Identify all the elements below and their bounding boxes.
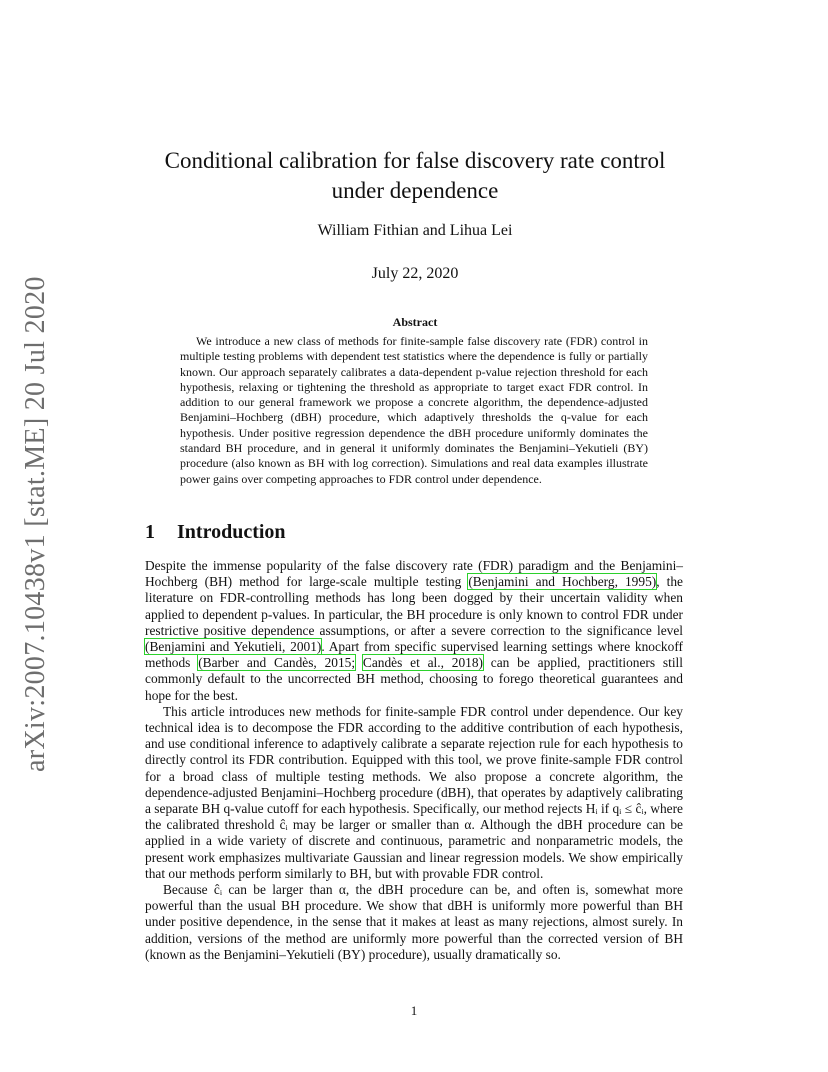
paper-title: [145, 146, 685, 206]
section-heading: [145, 521, 286, 544]
paragraph-3: Because ĉᵢ can be larger than α, the dBH procedure can be, and often is, somewhat more powerful than the usual BH procedure. We show that dBH is uniformly more powerful than BH under positive dependence, in the sense that it makes at least as many rejections, almost surely. In addition, versions of the method are uniformly more powerful than the corrected version of BH (known as the Benjamini–Yekutieli (BY) procedure), usually dramatically so.: [145, 882, 683, 962]
authors: William Fithian and Lihua Lei: [317, 222, 513, 239]
citation-benjamini-yekutieli-2001[interactable]: (Benjamini and Yekutieli, 2001): [145, 639, 322, 655]
date: July 22, 2020: [371, 265, 459, 282]
page-number: 1: [410, 1003, 418, 1018]
p1-text-c: . Apart from specific supervised learning settings where knockoff methods: [145, 639, 683, 671]
p1-text-a: Despite the immense popularity of the false discovery rate (FDR) paradigm and the Benjamini–Hochberg (BH) method for large-scale multiple testing: [145, 558, 683, 590]
p1-text-b: , the literature on FDR-controlling methods has long been dogged by their uncertain validity when applied to dependent p-values. In particular, the BH procedure is only known to control FDR under restrictive positive dependence assumptions, or after a severe correction to the significance level: [145, 574, 683, 638]
abstract-heading: Abstract: [392, 315, 438, 329]
p1-text-e: can be applied, practitioners still commonly default to the uncorrected BH method, choosing to forego theoretical guarantees and hope for the best.: [145, 655, 683, 703]
body-text: [145, 558, 683, 963]
section-title: Introduction: [177, 521, 286, 543]
citation-barber-candes-2015[interactable]: (Barber and Candès, 2015;: [198, 655, 356, 671]
section-number: 1: [145, 521, 155, 543]
citation-benjamini-hochberg-1995[interactable]: (Benjamini and Hochberg, 1995): [468, 574, 657, 590]
arxiv-identifier-text: arXiv:2007.10438v1 [stat.ME] 20 Jul 2020: [20, 276, 51, 772]
title-line-1: Conditional calibration for false discovery rate control: [164, 148, 666, 173]
abstract-text: We introduce a new class of methods for finite-sample false discovery rate (FDR) control in multiple testing problems with dependent test statistics where the dependence is fully or partially known. Our approach separately calibrates a data-dependent p-value rejection threshold for each hypothesis, relaxing or tightening the threshold as appropriate to target exact FDR control. In addition to our general framework we propose a concrete algorithm, the dependence-adjusted Benjamini–Hochberg (dBH) procedure, which adaptively thresholds the q-value for each hypothesis. Under positive regression dependence the dBH procedure uniformly dominates the standard BH procedure, and in general it uniformly dominates the Benjamini–Yekutieli (BY) procedure (also known as BH with log correction). Simulations and real data examples illustrate power gains over competing approaches to FDR control under dependence.: [180, 334, 648, 486]
arxiv-identifier: [6, 276, 66, 772]
p1-text-d: [355, 655, 363, 670]
paragraph-1: [145, 558, 683, 704]
citation-candes-2018[interactable]: Candès et al., 2018): [362, 655, 483, 671]
paragraph-2: This article introduces new methods for finite-sample FDR control under dependence. Our key technical idea is to decompose the FDR according to the additive contribution of each hypothesis, and use conditional inference to adaptively calibrate a separate rejection rule for each hypothesis to directly control its FDR contribution. Equipped with this tool, we prove finite-sample FDR control for a broad class of multiple testing methods. We also propose a concrete algorithm, the dependence-adjusted Benjamini–Hochberg procedure (dBH), that operates by adaptively calibrating a separate BH q-value cutoff for each hypothesis. Specifically, our method rejects Hᵢ if qᵢ ≤ ĉᵢ, where the calibrated threshold ĉᵢ may be larger or smaller than α. Although the dBH procedure can be applied in a wide variety of discrete and continuous, parametric and nonparametric models, the present work emphasizes multivariate Gaussian and linear regression models. We show empirically that our methods perform similarly to BH, but with provable FDR control.: [145, 703, 683, 881]
title-line-2: under dependence: [331, 178, 499, 203]
